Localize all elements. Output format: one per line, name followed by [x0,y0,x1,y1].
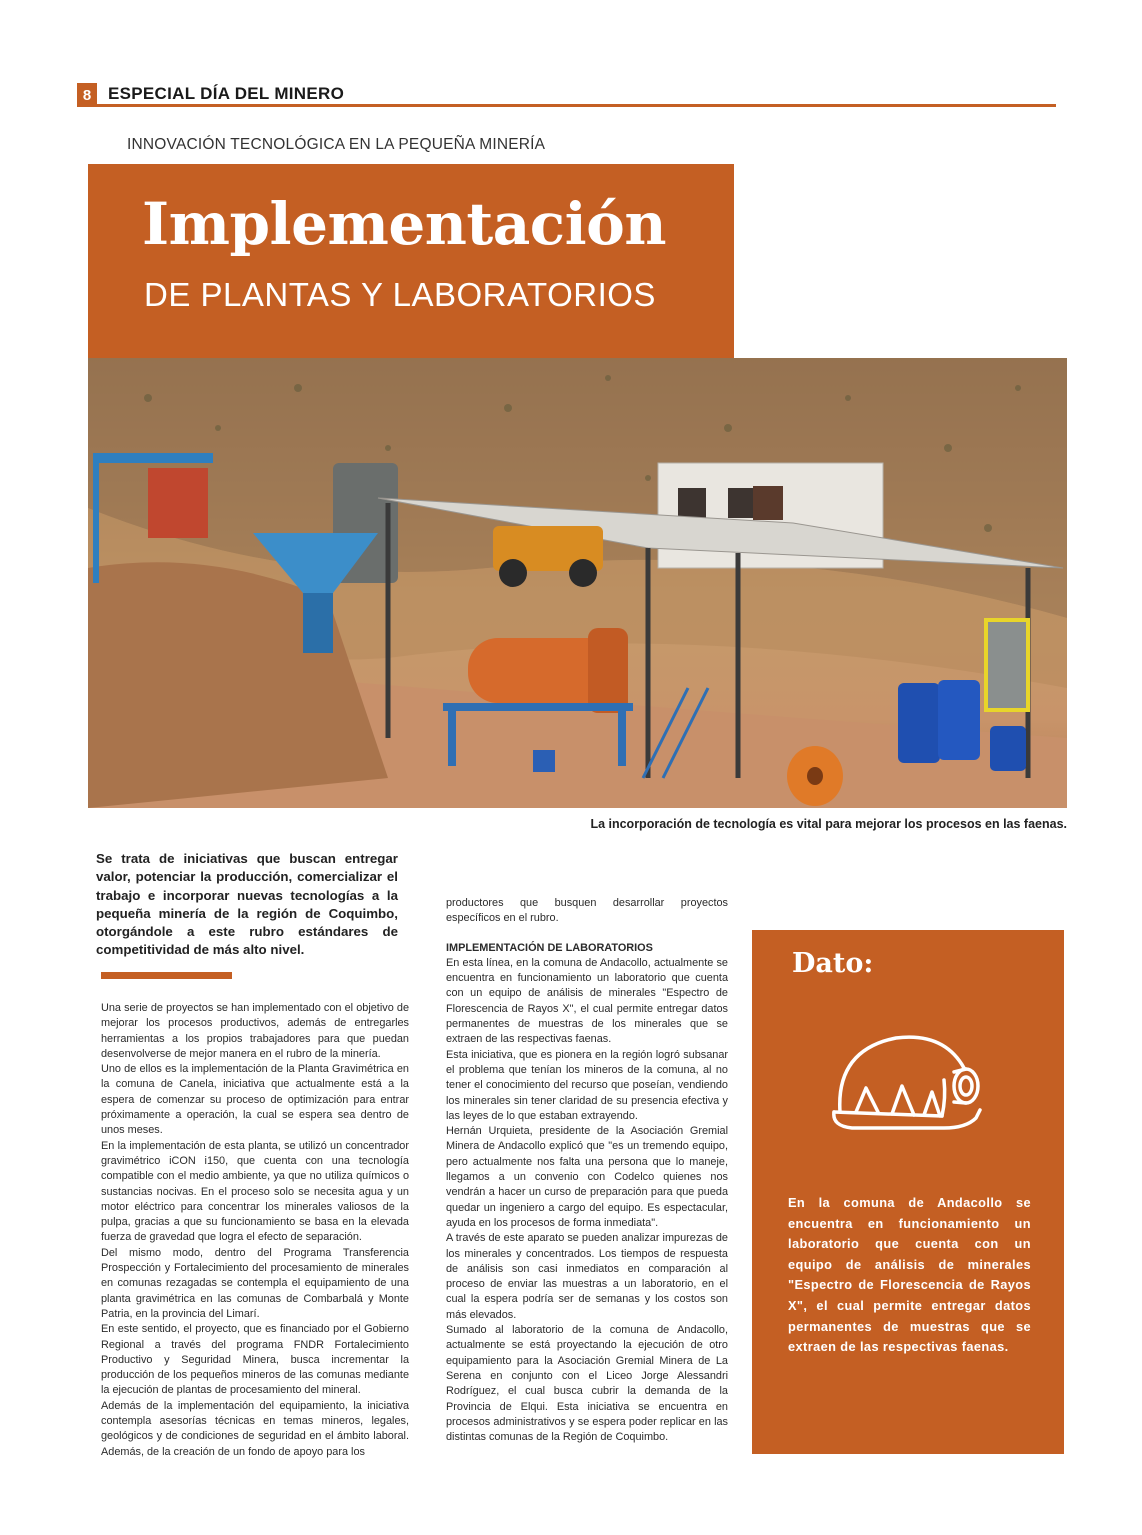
photo-caption: La incorporación de tecnología es vital para mejorar los procesos en las faenas. [590,817,1067,831]
body-paragraph: En esta línea, en la comuna de Andacollo, actualmente se encuentra en funcionamiento un laboratorio que cuenta con un equipo de análisis de minerales "Espectro de Florescencia de Rayos X", el cual permite entregar datos permanentes de muestras de los minerales que se extraen de las respectivas faenas. [446,956,728,1046]
body-column-2 [446,896,728,1445]
body-paragraph: A través de este aparato se pueden analizar impurezas de los minerales y concentrados. Los tiempos de respuesta de análisis son casi inmediatos en comparación al proceso de enviar las muestras a un laboratorio, en el cual la espera podría ser de semanas y los costos son más elevados. [446,1232,728,1321]
body-paragraph: En este sentido, el proyecto, que es financiado por el Gobierno Regional a través del programa FNDR Fortalecimiento Productivo y Seguridad Minera, busca incrementar la producción de los pequeños mineros de las comunas mediante la ejecución de plantas de procesamiento del mineral. [101,1323,409,1397]
body-paragraph: Una serie de proyectos se han implementado con el objetivo de mejorar los procesos productivos, además de entregarles herramientas a los propios trabajadores para que puedan desenvolverse de mejor manera en el rubro de la minería. [101,1002,409,1060]
body-paragraph: Esta iniciativa, que es pionera en la región logró subsanar el problema que tenían los mineros de la comuna, al no tener el conocimiento del recurso que poseían, vendiendo los minerales sin tener claridad de su presencia efectiva y las leyes de lo que estaban extrayendo. [446,1048,728,1122]
section-title: ESPECIAL DÍA DEL MINERO [108,84,345,103]
body-paragraph: Uno de ellos es la implementación de la Planta Gravimétrica en la comuna de Canela, iniciativa que actualmente está a la espera de comenzar su proceso de optimización para entrar próximamente a operación, la cual se espera sea dentro de unos meses. [101,1063,409,1137]
body-paragraph: productores que busquen desarrollar proyectos específicos en el rubro. [446,897,728,925]
article-subtitle: DE PLANTAS Y LABORATORIOS [144,276,656,313]
body-paragraph: Sumado al laboratorio de la comuna de Andacollo, actualmente se está proyectando la ejecución de otro equipamiento para la Asociación Gremial Minera de La Serena en conjunto con el Liceo Jorge Alessandri Rodríguez, el cual busca cubrir la demanda de la Provincia de Elqui. Esta iniciativa se encuentra en procesos administrativos y se espera poder replicar en las distintas comunas de la Región de Coquimbo. [446,1324,728,1444]
header-divider [77,104,1056,107]
lead-divider [101,972,232,979]
dato-text: En la comuna de Andacollo se encuentra en funcionamiento un laboratorio que cuenta con un equipo de análisis de minerales "Espectro de Florescencia de Rayos X", el cual permite entregar datos permanentes de muestras que se extraen de las respectivas faenas. [788,1195,1031,1355]
mining-plant-photo [88,358,1067,808]
body-paragraph: Hernán Urquieta, presidente de la Asociación Gremial Minera de Andacollo explicó que "es un tremendo equipo, pero actualmente nos falta una persona que lo maneje, llegamos a un convenio con Codelco quienes nos vendrán a hacer un curso de preparación para que pueda quedar un ingeniero a cargo del equipo. Es espectacular, ayuda en los procesos de forma inmediata". [446,1125,728,1229]
body-paragraph: En la implementación de esta planta, se utilizó un concentrador gravimétrico iCON i150, que cuenta con una tecnología compatible con el medio ambiente, ya que no utiliza químicos o sustancias nocivas. En el proceso solo se necesita agua y un motor eléctrico para concentrar los minerales valiosos de la pulpa, gracias a que su funcionamiento se basa en la elevada fuerza de gravedad que logra el efecto de separación. [101,1139,409,1244]
article-kicker: INNOVACIÓN TECNOLÓGICA EN LA PEQUEÑA MINERÍA [127,136,546,153]
body-paragraph: Del mismo modo, dentro del Programa Transferencia Prospección y Fortalecimiento del procesamiento de minerales en comunas rezagadas se contempla el equipamiento de una planta gravimétrica en las comunas de Combarbalá y Monte Patria, en la provincia del Limarí. [101,1246,409,1320]
body-column-1 [101,1001,409,1460]
dato-sidebar [752,930,1064,1454]
mining-helmet-icon [826,1020,990,1138]
page-number: 8 [77,83,97,107]
article-title: Implementación [142,190,667,258]
dato-title: Dato: [792,948,874,979]
section-subheading: IMPLEMENTACIÓN DE LABORATORIOS [446,941,653,954]
body-paragraph: Además de la implementación del equipamiento, la iniciativa contempla asesorías técnicas en temas mineros, legales, geológicos y de condiciones de seguridad en el ámbito laboral. Además, de la creación de un fondo de apoyo para los [101,1399,409,1458]
lead-paragraph: Se trata de iniciativas que buscan entregar valor, potenciar la producción, comercializar el trabajo e incorporar nuevas tecnologías a la pequeña minería de la región de Coquimbo, otorgándole a este rubro estándares de competitividad de más alto nivel. [96,851,398,958]
